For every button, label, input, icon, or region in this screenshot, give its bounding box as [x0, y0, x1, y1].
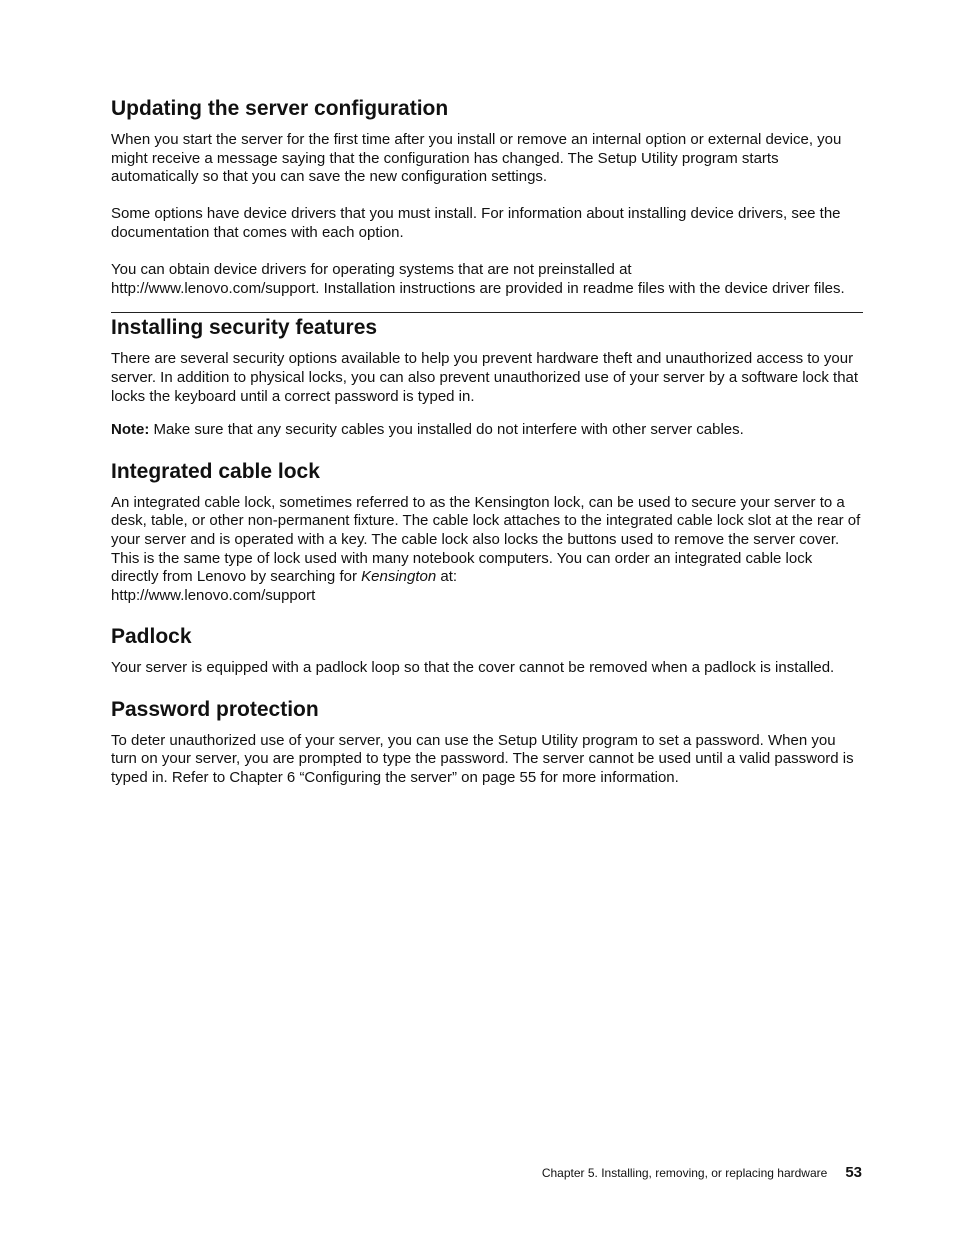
section-padlock	[111, 624, 863, 678]
page-number: 53	[845, 1164, 862, 1181]
paragraph-updating-2: Some options have device drivers that you must install. For information about installing device drivers, see the documentation that comes with each option.	[111, 205, 841, 241]
security-note	[111, 421, 863, 440]
cable-lock-text-after: at:	[436, 568, 458, 586]
section-title-security: Installing security features	[111, 316, 378, 340]
section-security-features	[111, 315, 863, 439]
section-integrated-cable-lock	[111, 459, 863, 606]
paragraph-updating-3-line2: http://www.lenovo.com/support. Installation instructions are provided in readme files with the device driver files.	[111, 279, 845, 297]
section-password-protection	[111, 697, 863, 788]
cable-lock-url: http://www.lenovo.com/support	[111, 586, 316, 604]
footer-chapter-title: Chapter 5. Installing, removing, or replacing hardware	[541, 1166, 828, 1180]
page-content	[111, 96, 863, 788]
paragraph-cable-lock	[111, 494, 863, 606]
section-title-cable-lock: Integrated cable lock	[111, 459, 320, 483]
section-title-password: Password protection	[111, 697, 319, 721]
section-updating-configuration	[111, 96, 863, 298]
paragraph-updating-3	[111, 261, 863, 298]
note-label: Note:	[111, 421, 150, 439]
paragraph-updating-1: When you start the server for the first time after you install or remove an internal option or external device, you might receive a message saying that the configuration has changed. The Setup Utility program starts automatically so that you can save the new configuration settings.	[111, 131, 842, 186]
note-text: Make sure that any security cables you installed do not interfere with other server cables.	[149, 421, 744, 439]
paragraph-updating-3-line1: You can obtain device drivers for operating systems that are not preinstalled at	[111, 261, 632, 279]
kensington-emphasis: Kensington	[361, 568, 437, 586]
cable-lock-text: An integrated cable lock, sometimes referred to as the Kensington lock, can be used to secure your server to a desk, table, or other non-permanent fixture. The cable lock attaches to the integrated cable lock slot at the rear of your server and is operated with a key. The cable lock also locks the buttons used to remove the server cover. This is the same type of lock used with many notebook computers. You can order an integrated cable lock directly from Lenovo by searching for	[111, 493, 861, 586]
section-divider	[111, 312, 863, 313]
paragraph-padlock: Your server is equipped with a padlock loop so that the cover cannot be removed when a padlock is installed.	[111, 659, 835, 677]
section-title-updating: Updating the server configuration	[111, 97, 449, 120]
section-title-padlock: Padlock	[111, 625, 192, 649]
paragraph-security-1: There are several security options available to help you prevent hardware theft and unauthorized access to your server. In addition to physical locks, you can also prevent unauthorized use of your server by a software lock that locks the keyboard until a correct password is typed in.	[111, 350, 859, 405]
paragraph-password: To deter unauthorized use of your server, you can use the Setup Utility program to set a password. When you turn on your server, you are prompted to type the password. The server cannot be used until a valid password is typed in. Refer to Chapter 6 “Configuring the server” on page 55 for more information.	[111, 731, 854, 787]
page-footer	[542, 1163, 862, 1183]
